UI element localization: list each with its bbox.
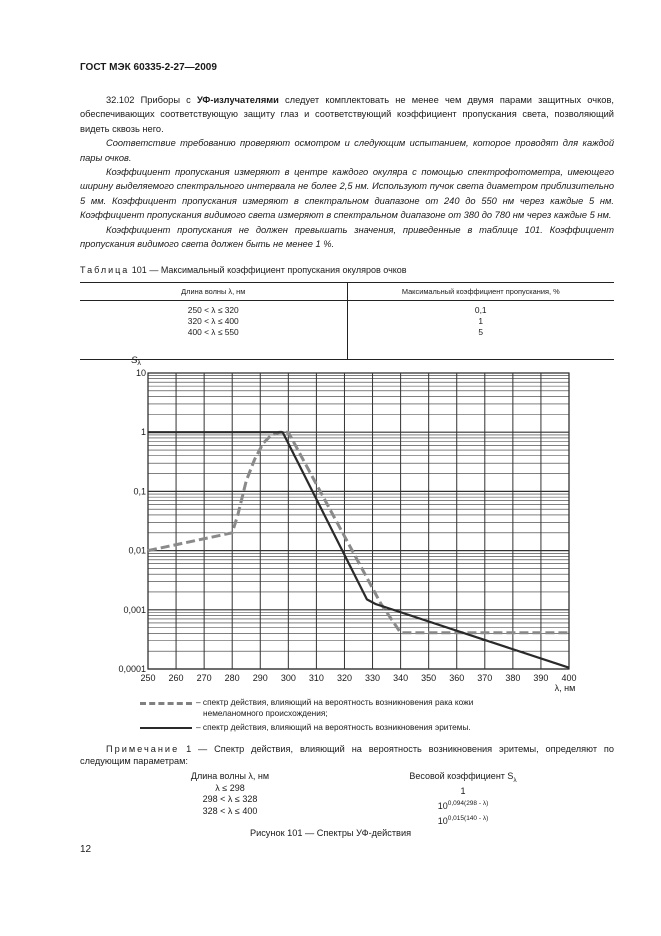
table-header-wavelength: Длина волны λ, нм bbox=[80, 283, 347, 301]
series-erythema-spectrum bbox=[148, 432, 569, 668]
y-axis-label: $S_\lambda$ bbox=[131, 355, 141, 367]
x-tick-label: 360 bbox=[449, 673, 465, 683]
legend-item-erythema: – спектр действия, влияющий на вероятность возникновения эритемы. bbox=[140, 722, 473, 733]
x-tick-label: 320 bbox=[336, 673, 352, 683]
plot-frame bbox=[148, 373, 569, 669]
x-tick-label: 270 bbox=[196, 673, 212, 683]
paragraph-limits: Коэффициент пропускания не должен превышать значения, приведенные в таблице 101. Коэффициент пропускания видимого света должен быть не менее 1 %. bbox=[80, 224, 614, 250]
params-wavelength-column: Длина волны λ, нм λ ≤ 298 298 < λ ≤ 328 328 < λ ≤ 400 bbox=[190, 771, 270, 816]
y-tick-label: 10 bbox=[135, 368, 146, 378]
x-tick-label: 380 bbox=[505, 673, 521, 683]
x-tick-label: 300 bbox=[280, 673, 296, 683]
y-tick-label: 0,001 bbox=[123, 604, 146, 615]
document-header: ГОСТ МЭК 60335-2-27—2009 bbox=[80, 62, 217, 73]
table-header-transmission: Максимальный коэффициент пропускания, % bbox=[347, 283, 614, 301]
x-tick-label: 340 bbox=[393, 673, 409, 683]
x-tick-label: 390 bbox=[533, 673, 549, 683]
y-tick-label: 0,01 bbox=[128, 545, 146, 556]
note: Примечание 1 — Спектр действия, влияющий на вероятность возникновения эритемы, определяют по следующим параметрам: bbox=[80, 744, 614, 766]
paragraph-compliance: Соответствие требованию проверяют осмотром и следующим испытанием, которое проводят для каждой пары очков. bbox=[80, 138, 614, 163]
page-number: 12 bbox=[80, 844, 92, 855]
x-tick-label: 250 bbox=[140, 673, 156, 683]
chart-labels bbox=[118, 355, 576, 693]
x-tick-label: 260 bbox=[168, 673, 184, 683]
figure-caption: Рисунок 101 — Спектры УФ-действия bbox=[249, 828, 412, 838]
paragraph-measurement: Коэффициент пропускания измеряют в центре каждого окуляра с помощью спектрофотометра, имеющего ширину выделяемого спектрального интервала не более 2,5 нм. Используют пучок света диаметром приблизительно 5 мм. Коэффициент пропускания измеряют в спектральном диапазоне от 240 до 550 нм через каждые 5 нм. Коэффициент пропускания видимого света измеряют в спектральном диапазоне от 380 до 780 нм через каждые 5 нм. bbox=[80, 167, 614, 221]
y-tick-label: 0,1 bbox=[133, 486, 146, 497]
x-tick-label: 370 bbox=[477, 673, 493, 683]
x-tick-label: 290 bbox=[252, 673, 268, 683]
x-axis-label: λ, нм bbox=[554, 683, 576, 693]
x-tick-label: 280 bbox=[224, 673, 240, 683]
table-cell-wavelengths: 250 < λ ≤ 320 320 < λ ≤ 400 400 < λ ≤ 550 bbox=[80, 301, 347, 360]
paragraph-requirement: 32.102 Приборы с УФ-излучателями следует комплектовать не менее чем двумя парами защитных очков, обеспечивающих соответствующую защиту глаз и соответствующий коэффициент пропускания света, позволяющий видеть сквозь него. bbox=[80, 95, 614, 134]
chart-grid bbox=[148, 373, 569, 669]
table-title: Таблица 101 — Максимальный коэффициент пропускания окуляров очков bbox=[80, 265, 407, 275]
x-tick-label: 350 bbox=[421, 673, 437, 683]
y-tick-label: 1 bbox=[140, 427, 146, 438]
legend-swatch-solid bbox=[140, 722, 192, 733]
legend-swatch-dashed bbox=[140, 697, 192, 708]
chart-legend bbox=[140, 697, 473, 733]
chart-series bbox=[148, 432, 569, 668]
x-tick-label: 310 bbox=[308, 673, 324, 683]
x-tick-label: 330 bbox=[365, 673, 381, 683]
x-tick-label: 400 bbox=[561, 673, 577, 683]
series-cancer-spectrum bbox=[148, 432, 569, 633]
table-cell-values: 0,1 1 5 bbox=[347, 301, 614, 360]
params-weight-column: Весовой коэффициент $S_\lambda$ 1 $10^{0,094(298 - \lambda)}$ $10^{0,015(140 - \lambda)}$ bbox=[409, 771, 517, 826]
y-tick-label: 0,0001 bbox=[118, 664, 146, 674]
legend-item-cancer: – спектр действия, влияющий на вероятность возникновения рака кожи немеланомного происхождения; bbox=[140, 697, 473, 719]
